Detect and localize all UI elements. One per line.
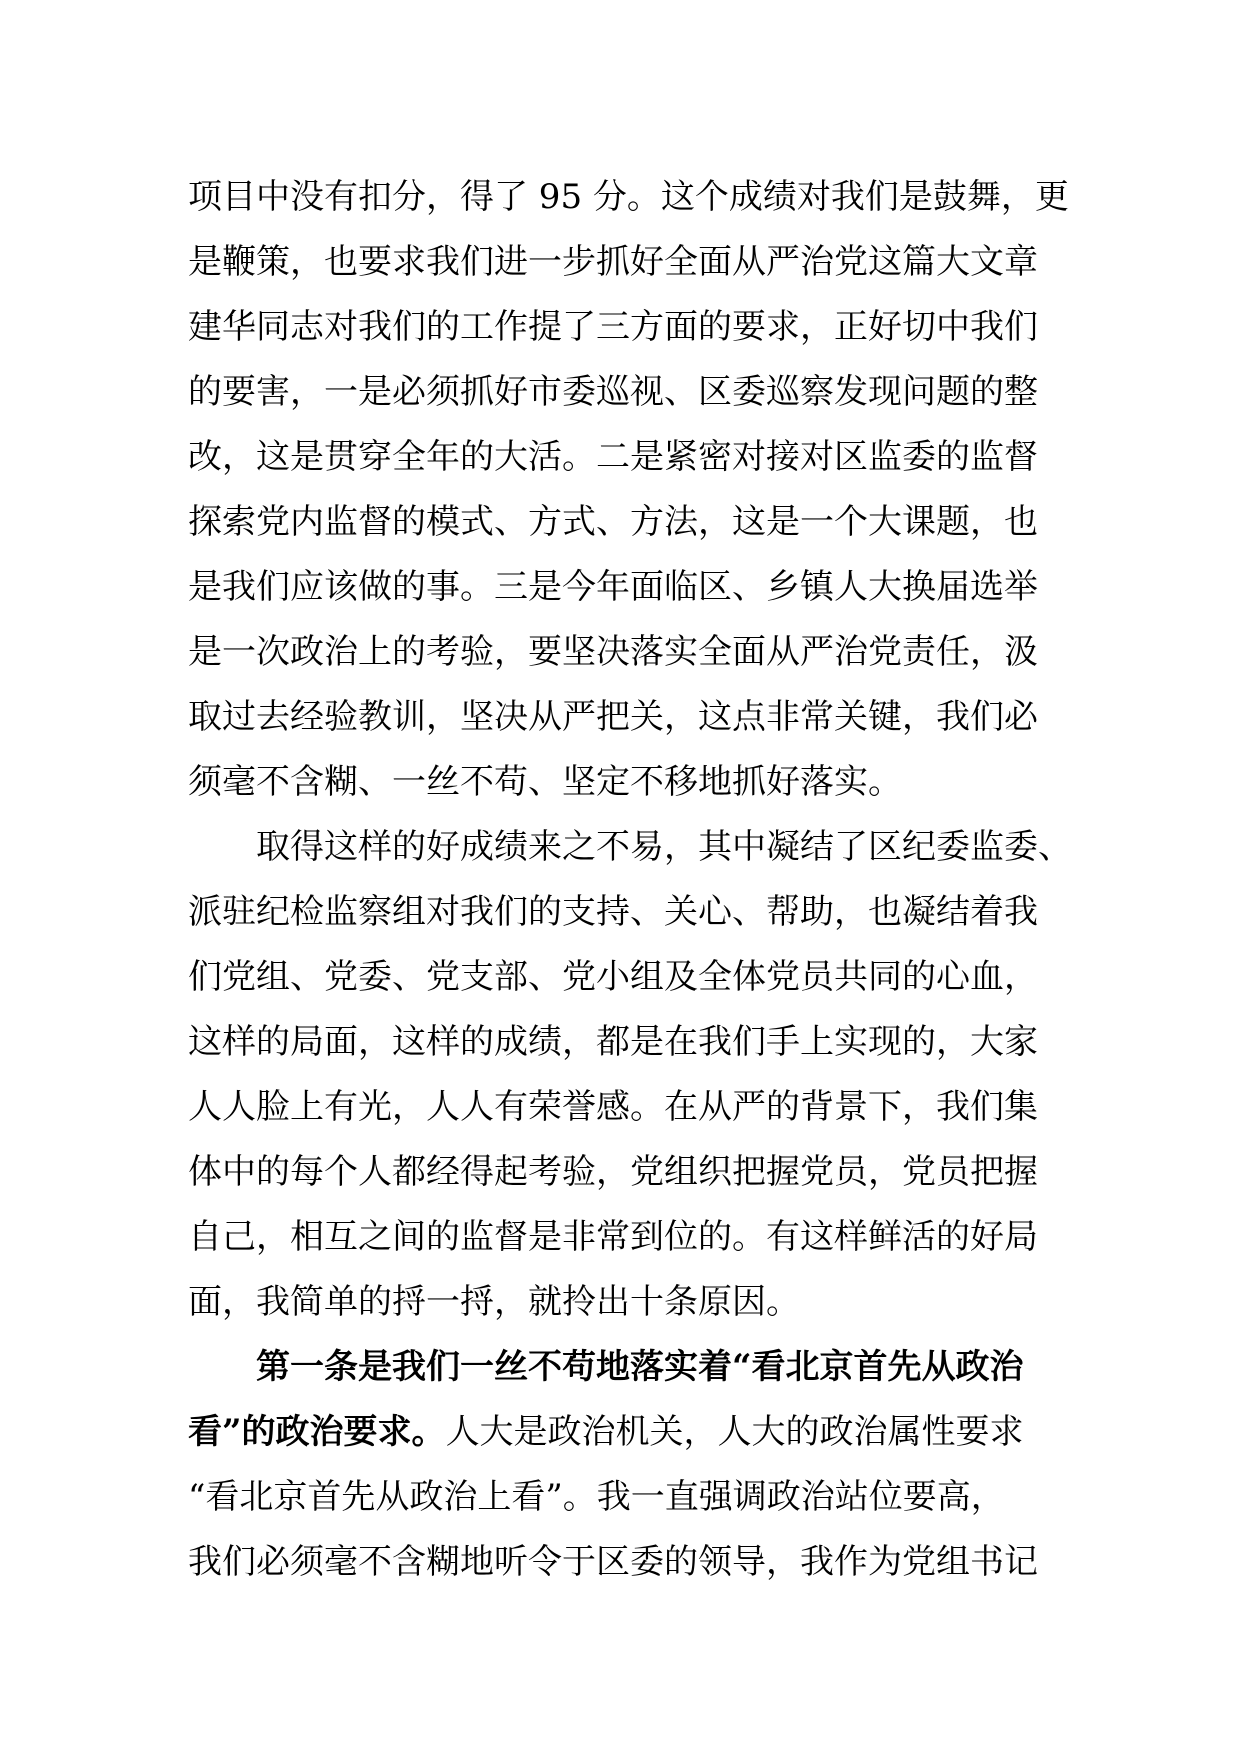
text-line: 的要害，一是必须抓好市委巡视、区委巡察发现问题的整 [188,372,1038,412]
text-line: 体中的每个人都经得起考验，党组织把握党员，党员把握 [188,1152,1038,1192]
text-line: 派驻纪检监察组对我们的支持、关心、帮助，也凝结着我 [188,892,1038,932]
paragraph-start-line: 取得这样的好成绩来之不易，其中凝结了区纪委监委、 [256,827,1072,867]
heading-continuation-line [188,1400,1068,1465]
text-line: 人人脸上有光，人人有荣誉感。在从严的背景下，我们集 [188,1087,1038,1127]
text-line: 我们必须毫不含糊地听令于区委的领导，我作为党组书记 [188,1542,1038,1582]
section-text: 人大是政治机关，人大的政治属性要求 [445,1412,1024,1452]
text-line: 项目中没有扣分，得了 95 分。这个成绩对我们是鼓舞，更 [188,177,1069,217]
text-line: 改，这是贯穿全年的大活。二是紧密对接对区监委的监督 [188,437,1038,477]
text-line: “看北京首先从政治上看”。我一直强调政治站位要高， [188,1477,1005,1517]
section-heading-end: 看”的政治要求。 [188,1412,446,1452]
text-line: 是我们应该做的事。三是今年面临区、乡镇人大换届选举 [188,567,1038,607]
text-line: 须毫不含糊、一丝不苟、坚定不移地抓好落实。 [188,762,902,802]
text-line: 探索党内监督的模式、方式、方法，这是一个大课题，也 [188,502,1038,542]
text-line: 自己，相互之间的监督是非常到位的。有这样鲜活的好局 [188,1217,1038,1257]
text-line: 取过去经验教训，坚决从严把关，这点非常关键，我们必 [188,697,1038,737]
body-text [188,165,1072,1595]
text-line: 这样的局面，这样的成绩，都是在我们手上实现的，大家 [188,1022,1038,1062]
text-line: 面，我简单的捋一捋，就拎出十条原因。 [188,1282,800,1322]
text-line: 是一次政治上的考验，要坚决落实全面从严治党责任，汲 [188,632,1038,672]
text-line: 们党组、党委、党支部、党小组及全体党员共同的心血， [188,957,1038,997]
text-line: 是鞭策，也要求我们进一步抓好全面从严治党这篇大文章 [188,242,1038,282]
section-heading-line: 第一条是我们一丝不苟地落实着“看北京首先从政治 [256,1347,1024,1387]
text-line: 建华同志对我们的工作提了三方面的要求，正好切中我们 [188,307,1038,347]
